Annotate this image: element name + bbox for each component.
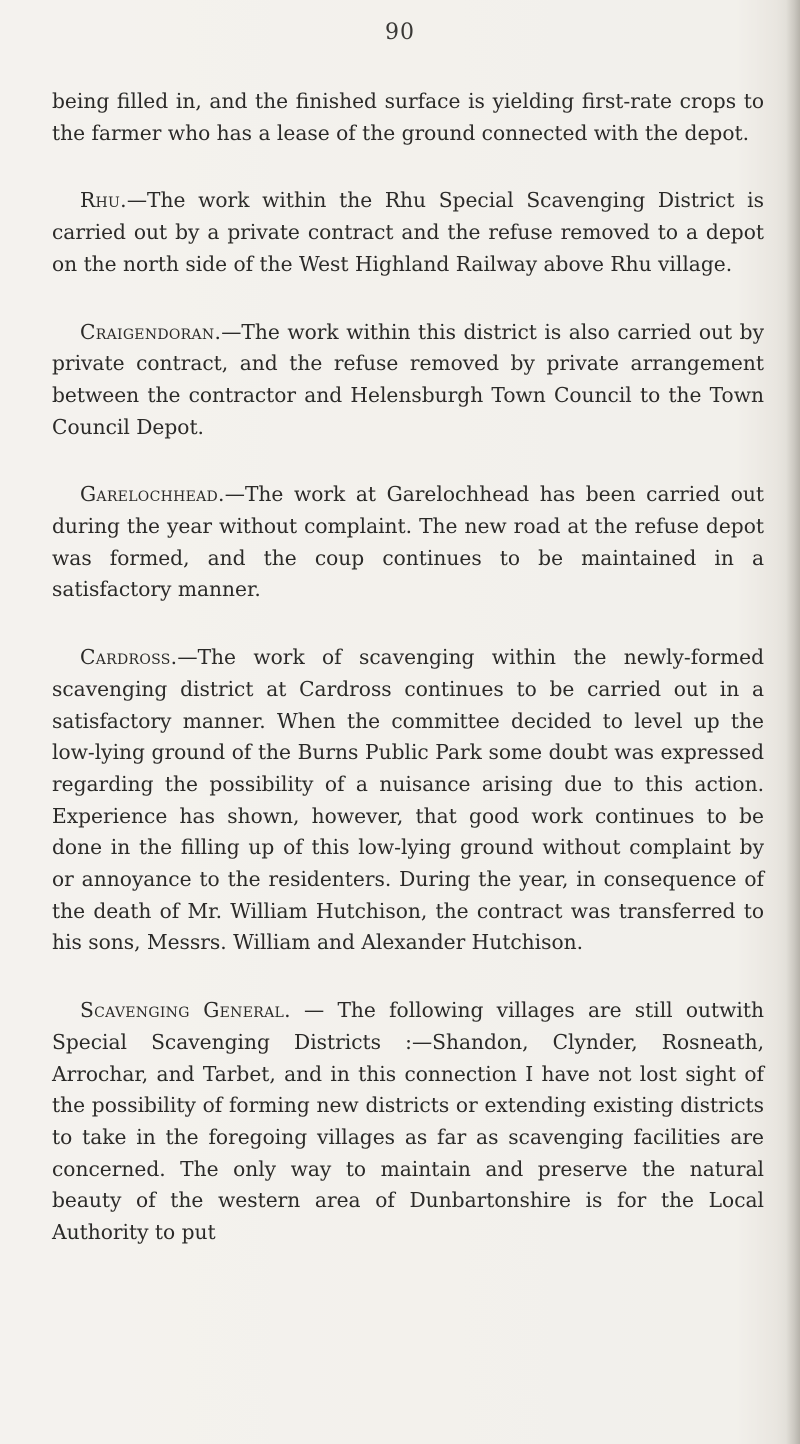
paragraph-cardross [52,642,764,959]
paragraph-garelochhead [52,479,764,606]
paragraph-text: —The work within the Rhu Special Scavenging District is carried out by a private contract and the refuse removed to a depot on the north side of the West Highland Railway above Rhu village. [52,188,764,276]
paragraph-text: being filled in, and the finished surface is yielding first-rate crops to the farmer who has a lease of the ground connected with the depot. [52,89,764,145]
paragraph-text: —The work within this district is also carried out by private contract, and the refuse removed by private arrangement between the contractor and Helensburgh Town Council to the Town Council Depot. [52,319,764,439]
section-heading-scavenging-general: Scavenging General. [80,998,291,1023]
section-heading-rhu: Rhu. [80,188,127,213]
paragraph-rhu [52,185,764,280]
paragraph-scavenging-general [52,995,764,1249]
page-body [52,86,764,1285]
page-number: 90 [385,20,415,45]
section-heading-cardross: Cardross. [80,645,178,670]
paragraph-text: —The work of scavenging within the newly-formed scavenging district at Cardross continues to be carried out in a satisfactory manner. When the committee decided to level up the low-lying ground of the Burns Public Park some doubt was expressed regarding the possibility of a nuisance arising due to this action. Experience has shown, however, that good work continues to be done in the filling up of this low-lying ground without complaint by or annoyance to the residenters. During the year, in consequence of the death of Mr. William Hutchison, the contract was transferred to his sons, Messrs. William and Alexander Hutchison. [52,645,764,955]
paragraph-text: — The following villages are still outwith Special Scavenging Districts :—Shandon, Clynder, Rosneath, Arrochar, and Tarbet, and in this connection I have not lost sight of the possibility of forming new districts or extending existing districts to take in the foregoing villages as far as scavenging facilities are concerned. The only way to maintain and preserve the natural beauty of the western area of Dunbartonshire is for the Local Authority to put [52,998,764,1245]
section-heading-garelochhead: Garelochhead. [80,482,225,507]
section-heading-craigendoran: Craigendoran. [80,319,222,344]
paragraph-craigendoran [52,317,764,444]
paragraph-continuation [52,86,764,149]
page-edge-shadow [786,0,800,1444]
paragraph-text: —The work at Garelochhead has been carried out during the year without complaint. The new road at the refuse depot was formed, and the coup continues to be maintained in a satisfactory manner. [52,482,764,602]
